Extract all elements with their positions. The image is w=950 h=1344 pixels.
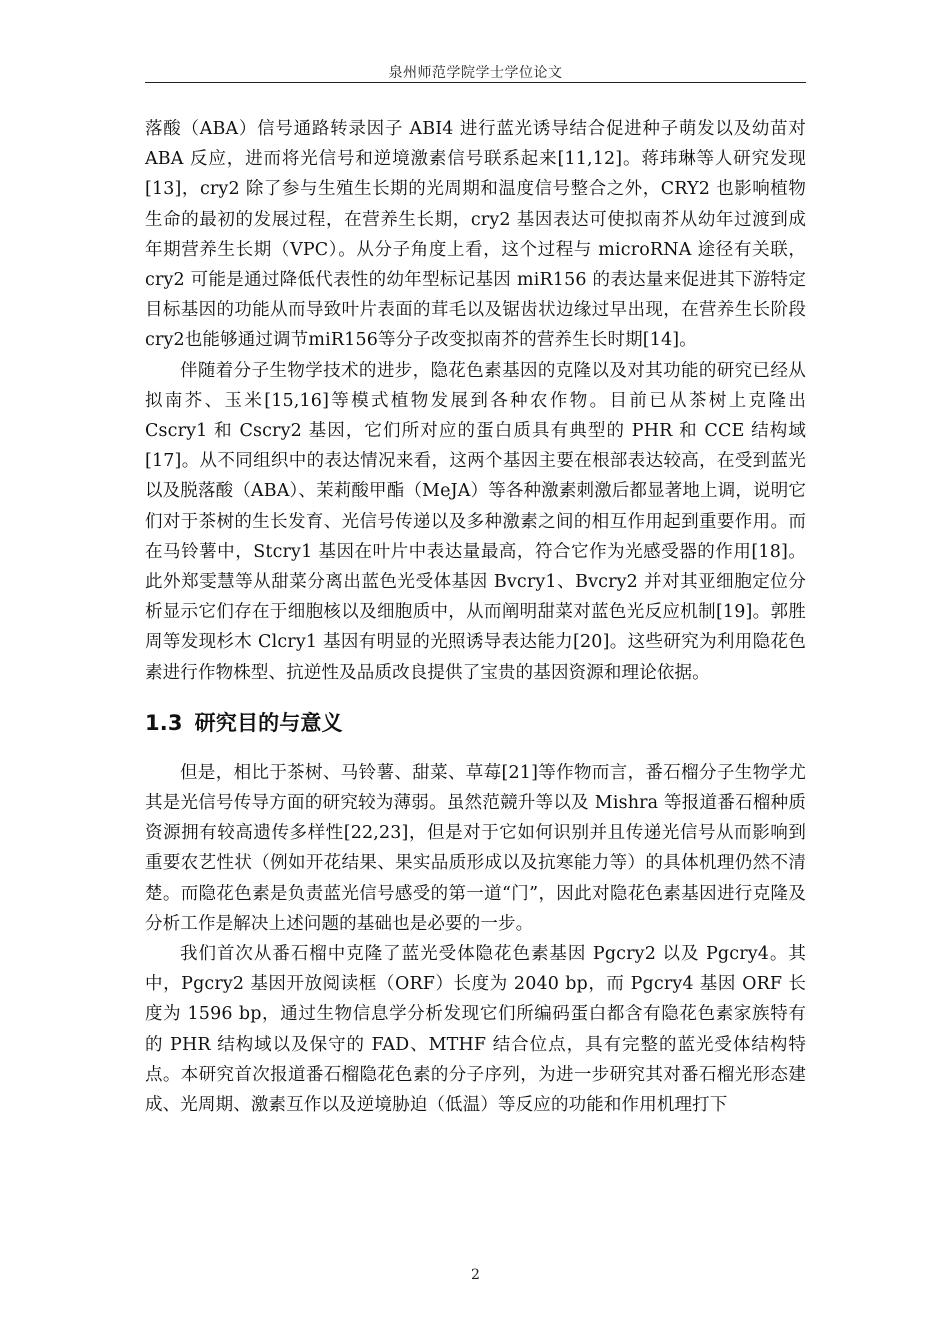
section-heading <box>145 708 806 738</box>
paragraph-guava-cloning: 我们首次从番石榴中克隆了蓝光受体隐花色素基因 Pgcry2 以及 Pgcry4。其中，Pgcry2 基因开放阅读框（ORF）长度为 2040 bp，而 Pgcry4 基因 ORF 长度为 1596 bp，通过生物信息学分析发现它们所编码蛋白都含有隐花色素家族特有的 PHR 结构域以及保守的 FAD、MTHF 结合位点，具有完整的蓝光受体结构特点。本研究首次报道番石榴隐花色素的分子序列，为进一步研究其对番石榴光形态建成、光周期、激素互作以及逆境胁迫（低温）等反应的功能和作用机理打下 <box>145 944 806 1116</box>
section-number: 1.3 <box>145 710 183 735</box>
paragraph-guava-research-gap: 但是，相比于茶树、马铃薯、甜菜、草莓[21]等作物而言，番石榴分子生物学尤其是光信号传导方面的研究较为薄弱。虽然范競升等以及 Mishra 等报道番石榴种质资源拥有较高遗传多样性[22,23]，但是对于它如何识别并且传递光信号从而影响到重要农艺性状（例如开花结果、果实品质形成以及抗寒能力等）的具体机理仍然不清楚。而隐花色素是负责蓝光信号感受的第一道“门”，因此对隐花色素基因进行克隆及分析工作是解决上述问题的基础也是必要的一步。 <box>145 762 806 934</box>
section-title: 研究目的与意义 <box>194 710 343 735</box>
thesis-body <box>145 114 806 1120</box>
header-rule <box>145 82 806 83</box>
paragraph-crop-cryptochromes: 伴随着分子生物学技术的进步，隐花色素基因的克隆以及对其功能的研究已经从拟南芥、玉米[15,16]等模式植物发展到各种农作物。目前已从茶树上克隆出 Cscry1 和 Cscry2 基因，它们所对应的蛋白质具有典型的 PHR 和 CCE 结构域[17]。从不同组织中的表达情况来看，这两个基因主要在根部表达较高，在受到蓝光以及脱落酸（ABA）、茉莉酸甲酯（MeJA）等各种激素刺激后都显著地上调，说明它们对于茶树的生长发育、光信号传递以及多种激素之间的相互作用起到重要作用。而在马铃薯中，Stcry1 基因在叶片中表达量最高，符合它作为光感受器的作用[18]。此外郑雯慧等从甜菜分离出蓝色光受体基因 Bvcry1、Bvcry2 并对其亚细胞定位分析显示它们存在于细胞核以及细胞质中，从而阐明甜菜对蓝色光反应机制[19]。郭胜周等发现杉木 Clcry1 基因有明显的光照诱导表达能力[20]。这些研究为利用隐花色素进行作物株型、抗逆性及品质改良提供了宝贵的基因资源和理论依据。 <box>145 360 806 683</box>
paragraph-aba-cry2: 落酸（ABA）信号通路转录因子 ABI4 进行蓝光诱导结合促进种子萌发以及幼苗对 ABA 反应，进而将光信号和逆境激素信号联系起来[11,12]。蒋玮琳等人研究发现[13]，cry2 除了参与生殖生长期的光周期和温度信号整合之外，CRY2 也影响植物生命的最初的发展过程，在营养生长期，cry2 基因表达可使拟南芥从幼年过渡到成年期营养生长期（VPC）。从分子角度上看，这个过程与 microRNA 途径有关联，cry2 可能是通过降低代表性的幼年型标记基因 miR156 的表达量来促进其下游特定目标基因的功能从而导致叶片表面的茸毛以及锯齿状边缘过早出现，在营养生长阶段cry2也能够通过调节miR156等分子改变拟南芥的营养生长时期[14]。 <box>145 119 806 351</box>
page-number: 2 <box>471 1267 480 1283</box>
running-header: 泉州师范学院学士学位论文 <box>388 65 563 81</box>
